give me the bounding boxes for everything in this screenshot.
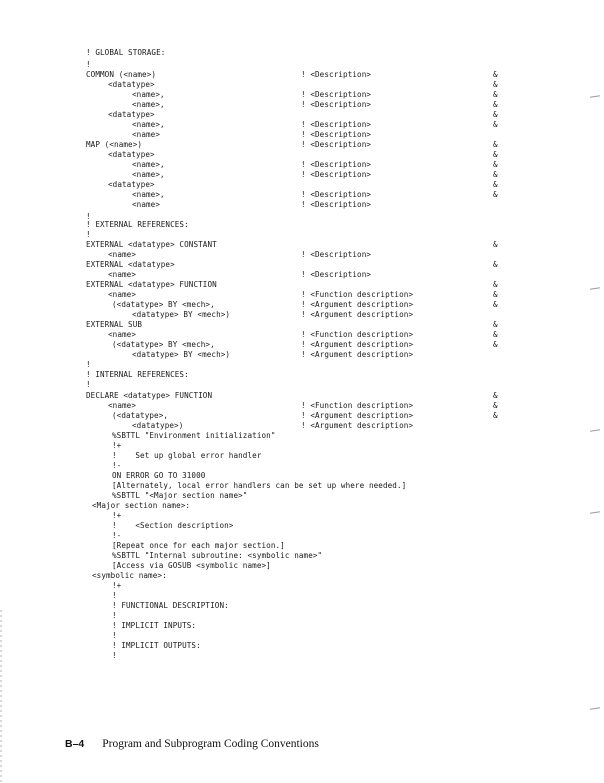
code-comment: ! <Description>	[301, 170, 372, 179]
code-comment: ! <Description>	[301, 90, 372, 99]
code-line: <datatype>	[108, 110, 155, 119]
page-footer	[65, 738, 319, 750]
code-line: <name>,	[132, 170, 165, 179]
code-comment: ! <Description>	[301, 160, 372, 169]
code-comment: ! <Description>	[301, 190, 372, 199]
code-line: ! IMPLICIT INPUTS:	[112, 621, 197, 630]
code-line: <name>	[132, 130, 161, 139]
code-line: <name>,	[132, 90, 165, 99]
code-line: ! <Section description>	[112, 521, 234, 530]
code-line: EXTERNAL <datatype> CONSTANT	[86, 240, 217, 249]
code-comment: ! <Description>	[301, 270, 372, 279]
continuation-mark: &	[493, 340, 498, 349]
code-line: ! INTERNAL REFERENCES:	[86, 370, 189, 379]
continuation-mark: &	[493, 170, 498, 179]
code-line: <name>	[108, 401, 137, 410]
code-comment: ! <Description>	[301, 250, 372, 259]
code-line: !	[86, 230, 91, 239]
code-comment: ! <Argument description>	[301, 350, 414, 359]
code-line: ! Set up global error handler	[112, 451, 262, 460]
continuation-mark: &	[493, 80, 498, 89]
code-line: <name>	[108, 330, 137, 339]
code-comment: ! <Function description>	[301, 330, 414, 339]
continuation-mark: &	[493, 90, 498, 99]
code-line: <name>	[108, 290, 137, 299]
continuation-mark: &	[493, 160, 498, 169]
code-line: <datatype> BY <mech>)	[132, 310, 231, 319]
code-line: <name>	[132, 200, 161, 209]
code-line: %SBTTL "Environment initialization"	[112, 431, 276, 440]
continuation-mark: &	[493, 190, 498, 199]
code-comment: ! <Description>	[301, 140, 372, 149]
continuation-mark: &	[493, 411, 498, 420]
code-line: <name>	[108, 270, 137, 279]
footer-title: Program and Subprogram Coding Conventions	[102, 738, 319, 750]
code-line: !	[112, 631, 117, 640]
code-comment: ! <Argument description>	[301, 421, 414, 430]
code-line: !	[112, 591, 117, 600]
code-line: ! IMPLICIT OUTPUTS:	[112, 641, 201, 650]
code-comment: ! <Function description>	[301, 290, 414, 299]
code-line: !	[86, 60, 91, 69]
continuation-mark: &	[493, 320, 498, 329]
code-line: !+	[112, 581, 122, 590]
code-line: <name>	[108, 250, 137, 259]
continuation-mark: &	[493, 280, 498, 289]
code-line: !+	[112, 511, 122, 520]
code-comment: ! <Function description>	[301, 401, 414, 410]
code-comment: ! <Description>	[301, 130, 372, 139]
continuation-mark: &	[493, 140, 498, 149]
continuation-mark: &	[493, 150, 498, 159]
code-line: <datatype>	[108, 150, 155, 159]
continuation-mark: &	[493, 300, 498, 309]
code-line: EXTERNAL <datatype>	[86, 260, 175, 269]
editorial-note: [Repeat once for each major section.]	[112, 541, 285, 550]
code-line: <datatype>	[108, 80, 155, 89]
code-comment: ! <Description>	[301, 200, 372, 209]
code-comment: ! <Argument description>	[301, 310, 414, 319]
continuation-mark: &	[493, 260, 498, 269]
code-line: <symbolic name>:	[92, 571, 167, 580]
code-line: <name>,	[132, 190, 165, 199]
code-line: !	[112, 651, 117, 660]
continuation-mark: &	[493, 110, 498, 119]
editorial-note: [Access via GOSUB <symbolic name>]	[112, 561, 271, 570]
code-line: ! FUNCTIONAL DESCRIPTION:	[112, 601, 229, 610]
code-line: EXTERNAL SUB	[86, 320, 143, 329]
code-line: (<datatype>,	[112, 411, 169, 420]
code-line: ON ERROR GO TO 31000	[112, 471, 206, 480]
code-line: %SBTTL "<Major section name>"	[112, 491, 248, 500]
code-line: %SBTTL "Internal subroutine: <symbolic name>"	[112, 551, 323, 560]
code-comment: ! <Description>	[301, 120, 372, 129]
continuation-mark: &	[493, 401, 498, 410]
continuation-mark: &	[493, 391, 498, 400]
code-line: <name>,	[132, 120, 165, 129]
continuation-mark: &	[493, 240, 498, 249]
editorial-note: [Alternately, local error handlers can be set up where needed.]	[112, 481, 407, 490]
code-line: (<datatype> BY <mech>,	[112, 300, 215, 309]
continuation-mark: &	[493, 70, 498, 79]
code-comment: ! <Argument description>	[301, 340, 414, 349]
code-line: (<datatype> BY <mech>,	[112, 340, 215, 349]
code-line: !	[86, 380, 91, 389]
code-line: !	[86, 360, 91, 369]
code-line: !	[112, 611, 117, 620]
code-comment: ! <Argument description>	[301, 411, 414, 420]
code-line: !-	[112, 531, 122, 540]
margin-mark	[590, 707, 600, 709]
code-line: <name>,	[132, 100, 165, 109]
code-line: ! GLOBAL STORAGE:	[86, 48, 166, 57]
code-line: <datatype> BY <mech>)	[132, 350, 231, 359]
code-line: MAP (<name>)	[86, 140, 143, 149]
code-line: DECLARE <datatype> FUNCTION	[86, 391, 213, 400]
code-line: !+	[112, 441, 122, 450]
continuation-mark: &	[493, 180, 498, 189]
page-number: B–4	[65, 738, 85, 750]
code-comment: ! <Argument description>	[301, 300, 414, 309]
code-line: <datatype>)	[132, 421, 184, 430]
code-line: !	[86, 212, 91, 221]
continuation-mark: &	[493, 100, 498, 109]
code-comment: ! <Description>	[301, 100, 372, 109]
continuation-mark: &	[493, 330, 498, 339]
code-line: !-	[112, 461, 122, 470]
code-line: EXTERNAL <datatype> FUNCTION	[86, 280, 217, 289]
code-line: <datatype>	[108, 180, 155, 189]
code-line: ! EXTERNAL REFERENCES:	[86, 220, 189, 229]
code-line: COMMON (<name>)	[86, 70, 157, 79]
continuation-mark: &	[493, 290, 498, 299]
code-line: <Major section name>:	[92, 501, 191, 510]
code-comment: ! <Description>	[301, 70, 372, 79]
continuation-mark: &	[493, 120, 498, 129]
code-line: <name>,	[132, 160, 165, 169]
